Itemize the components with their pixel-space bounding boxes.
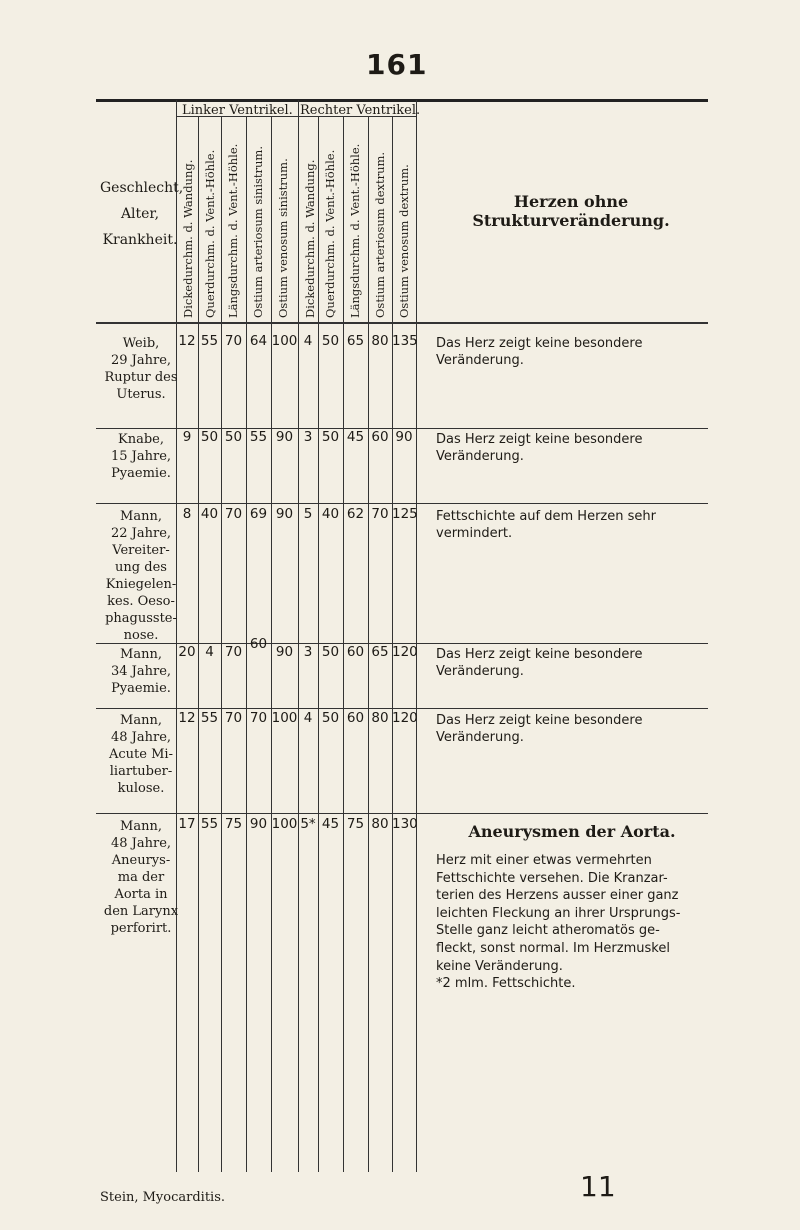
page-number: 161 — [366, 48, 428, 81]
measurement-cell: 3 — [303, 429, 313, 445]
case-label-line: Kniegelen- — [105, 577, 177, 592]
measurement-cell: 100 — [271, 333, 298, 349]
remark-line: fleckt, sonst normal. Im Herzmuskel — [436, 940, 670, 956]
measurement-cell: 55 — [200, 816, 219, 832]
column-heading: Dickedurchm. d. Wandung. — [181, 159, 195, 318]
measurement-cell: 65 — [371, 644, 389, 660]
heading-line: Krankheit. — [102, 232, 178, 248]
row-divider — [96, 503, 708, 504]
column-heading: Querdurchm. d. Vent.-Höhle. — [203, 149, 217, 318]
table-top-rule — [96, 99, 708, 102]
case-label-line: Mann, — [120, 509, 162, 524]
remark-line: keine Veränderung. — [436, 958, 563, 974]
heading-line: Geschlecht, — [100, 180, 184, 196]
measurement-cell: 60 — [371, 429, 389, 445]
measurement-cell: 8 — [182, 506, 192, 522]
measurement-cell: 120 — [392, 644, 418, 660]
case-label-line: kulose. — [117, 781, 165, 796]
case-label-line: 15 Jahre, — [110, 449, 172, 464]
case-label-line: kes. Oeso- — [107, 594, 175, 609]
row-divider — [96, 813, 708, 814]
measurement-cell: 70 — [224, 506, 243, 522]
measurement-cell: 17 — [178, 816, 196, 832]
measurement-cell: 62 — [346, 506, 365, 522]
case-label-line: Mann, — [120, 647, 162, 662]
measurement-cell: 90 — [275, 644, 294, 660]
column-heading: Ostium venosum sinistrum. — [276, 158, 290, 318]
case-label-line: Mann, — [120, 819, 162, 834]
measurement-cell: 55 — [200, 333, 219, 349]
remark-line: *2 mlm. Fettschichte. — [436, 976, 576, 992]
remark-line: Stelle ganz leicht atheromatös ge- — [436, 923, 660, 939]
measurement-cell: 12 — [178, 333, 196, 349]
measurement-cell: 80 — [371, 710, 389, 726]
measurement-cell: 70 — [371, 506, 389, 522]
case-label-line: liartuber- — [109, 764, 173, 779]
column-heading: Querdurchm. d. Vent.-Höhle. — [323, 149, 337, 318]
right-ventricle-group-label: Rechter Ventrikel. — [300, 103, 421, 118]
footer-sheet-number: 11 — [580, 1170, 616, 1203]
measurement-cell: 80 — [371, 333, 389, 349]
remark-line: Herz mit einer etwas vermehrten — [436, 853, 652, 868]
table-header-rule — [96, 322, 708, 324]
case-label-line: Mann, — [120, 713, 162, 728]
measurement-cell: 120 — [392, 710, 418, 726]
measurement-cell: 3 — [303, 644, 313, 660]
right-column-heading: Herzen ohne Strukturveränderung. — [472, 192, 670, 230]
measurement-cell: 5* — [300, 816, 316, 832]
measurement-cell: 90 — [275, 429, 294, 445]
column-heading: Dickedurchm. d. Wandung. — [303, 159, 317, 318]
remark-text: Das Herz zeigt keine besondere Veränderung. — [436, 713, 643, 745]
measurement-cell: 70 — [224, 644, 243, 660]
measurement-cell: 69 — [249, 506, 268, 522]
measurement-cell: 50 — [321, 710, 340, 726]
measurement-cell: 50 — [321, 333, 340, 349]
measurement-cell: 64 — [249, 333, 268, 349]
case-label-line: Uterus. — [116, 387, 166, 402]
measurement-cell: 75 — [346, 816, 365, 832]
measurement-cell: 45 — [321, 816, 340, 832]
case-label-line: Weib, — [122, 336, 160, 351]
measurement-cell: 40 — [321, 506, 340, 522]
case-label — [100, 508, 182, 644]
measurement-cell: 135 — [392, 333, 418, 349]
measurement-cell: 125 — [392, 506, 418, 522]
remark-text: Das Herz zeigt keine besondere Veränderung. — [436, 336, 643, 368]
case-label-line: Pyaemie. — [111, 681, 171, 696]
case-label-line: 22 Jahre, — [110, 526, 172, 541]
measurement-cell: 70 — [249, 710, 268, 726]
case-label — [100, 712, 182, 797]
left-ventricle-group-label: Linker Ventrikel. — [182, 103, 293, 118]
case-label-line: Knabe, — [118, 432, 164, 447]
case-label-line: nose. — [123, 628, 159, 643]
measurement-cell: 70 — [224, 710, 243, 726]
case-label-line: 48 Jahre, — [110, 836, 172, 851]
measurement-cell: 45 — [346, 429, 365, 445]
measurement-cell: 75 — [224, 816, 243, 832]
measurement-cell: 130 — [392, 816, 418, 832]
column-heading: Längsdurchm. d. Vent.-Höhle. — [348, 143, 362, 318]
measurement-cell: 55 — [249, 429, 268, 445]
case-label — [100, 431, 182, 482]
measurement-cell: 100 — [271, 710, 298, 726]
case-label-line: den Larynx — [103, 904, 179, 919]
row-divider — [96, 708, 708, 709]
case-label-line: Aneurys- — [111, 853, 171, 868]
case-label — [100, 646, 182, 697]
column-heading: Ostium arteriosum dextrum. — [373, 151, 387, 318]
case-label-line: 29 Jahre, — [110, 353, 172, 368]
measurement-cell: 4 — [303, 710, 313, 726]
remark-line: leichten Fleckung an ihrer Ursprungs- — [436, 905, 681, 921]
measurement-cell: 60 — [346, 710, 365, 726]
measurement-cell: 50 — [321, 644, 340, 660]
measurement-cell: 50 — [200, 429, 219, 445]
heading-line: Alter, — [120, 206, 160, 222]
case-label-line: Pyaemie. — [111, 466, 171, 481]
case-label-line: Vereiter- — [112, 543, 170, 558]
column-divider — [416, 100, 417, 1172]
measurement-cell: 90 — [395, 429, 413, 445]
case-label-line: Aorta in — [114, 887, 168, 902]
measurement-cell: 5 — [303, 506, 313, 522]
column-divider — [298, 100, 299, 1172]
remark-line: Fettschichte versehen. Die Kranzar- — [436, 870, 668, 886]
measurement-cell: 20 — [178, 644, 196, 660]
section-heading: Aneurysmen der Aorta. — [468, 822, 676, 841]
remark-line: terien des Herzens ausser einer ganz — [436, 888, 679, 904]
measurement-cell: 55 — [200, 710, 219, 726]
measurement-cell: 40 — [200, 506, 219, 522]
measurement-cell: 80 — [371, 816, 389, 832]
measurement-cell: 9 — [182, 429, 192, 445]
case-label-line: perforirt. — [110, 921, 172, 936]
measurement-cell: 60 — [249, 636, 268, 652]
case-label-line: ma der — [117, 870, 165, 885]
measurement-cell: 4 — [303, 333, 313, 349]
left-column-heading — [100, 175, 184, 253]
measurement-cell: 50 — [224, 429, 243, 445]
case-label — [100, 818, 182, 937]
measurement-cell: 12 — [178, 710, 196, 726]
remark-text: Das Herz zeigt keine besondere Veränderung. — [436, 432, 643, 464]
column-heading: Längsdurchm. d. Vent.-Höhle. — [226, 143, 240, 318]
column-heading: Ostium venosum dextrum. — [397, 164, 411, 318]
remark-text — [436, 852, 708, 993]
column-heading: Ostium arteriosum sinistrum. — [251, 146, 265, 318]
remark-text: Das Herz zeigt keine besondere Veränderung. — [436, 647, 643, 679]
measurement-cell: 60 — [346, 644, 365, 660]
measurement-cell: 90 — [275, 506, 294, 522]
measurement-cell: 100 — [271, 816, 298, 832]
case-label-line: 48 Jahre, — [110, 730, 172, 745]
case-label-line: Ruptur des — [104, 370, 178, 385]
case-label-line: ung des — [115, 560, 167, 575]
measurement-cell: 65 — [346, 333, 365, 349]
case-label-line: phagusste- — [105, 611, 177, 626]
footer-signature: Stein, Myocarditis. — [100, 1190, 226, 1205]
case-label-line: Acute Mi- — [109, 747, 173, 762]
measurement-cell: 4 — [205, 644, 214, 660]
case-label — [100, 335, 182, 403]
case-label-line: 34 Jahre, — [110, 664, 172, 679]
measurement-cell: 90 — [249, 816, 268, 832]
measurement-cell: 70 — [224, 333, 243, 349]
remark-text: Fettschichte auf dem Herzen sehr vermindert. — [436, 509, 656, 541]
measurement-cell: 50 — [321, 429, 340, 445]
